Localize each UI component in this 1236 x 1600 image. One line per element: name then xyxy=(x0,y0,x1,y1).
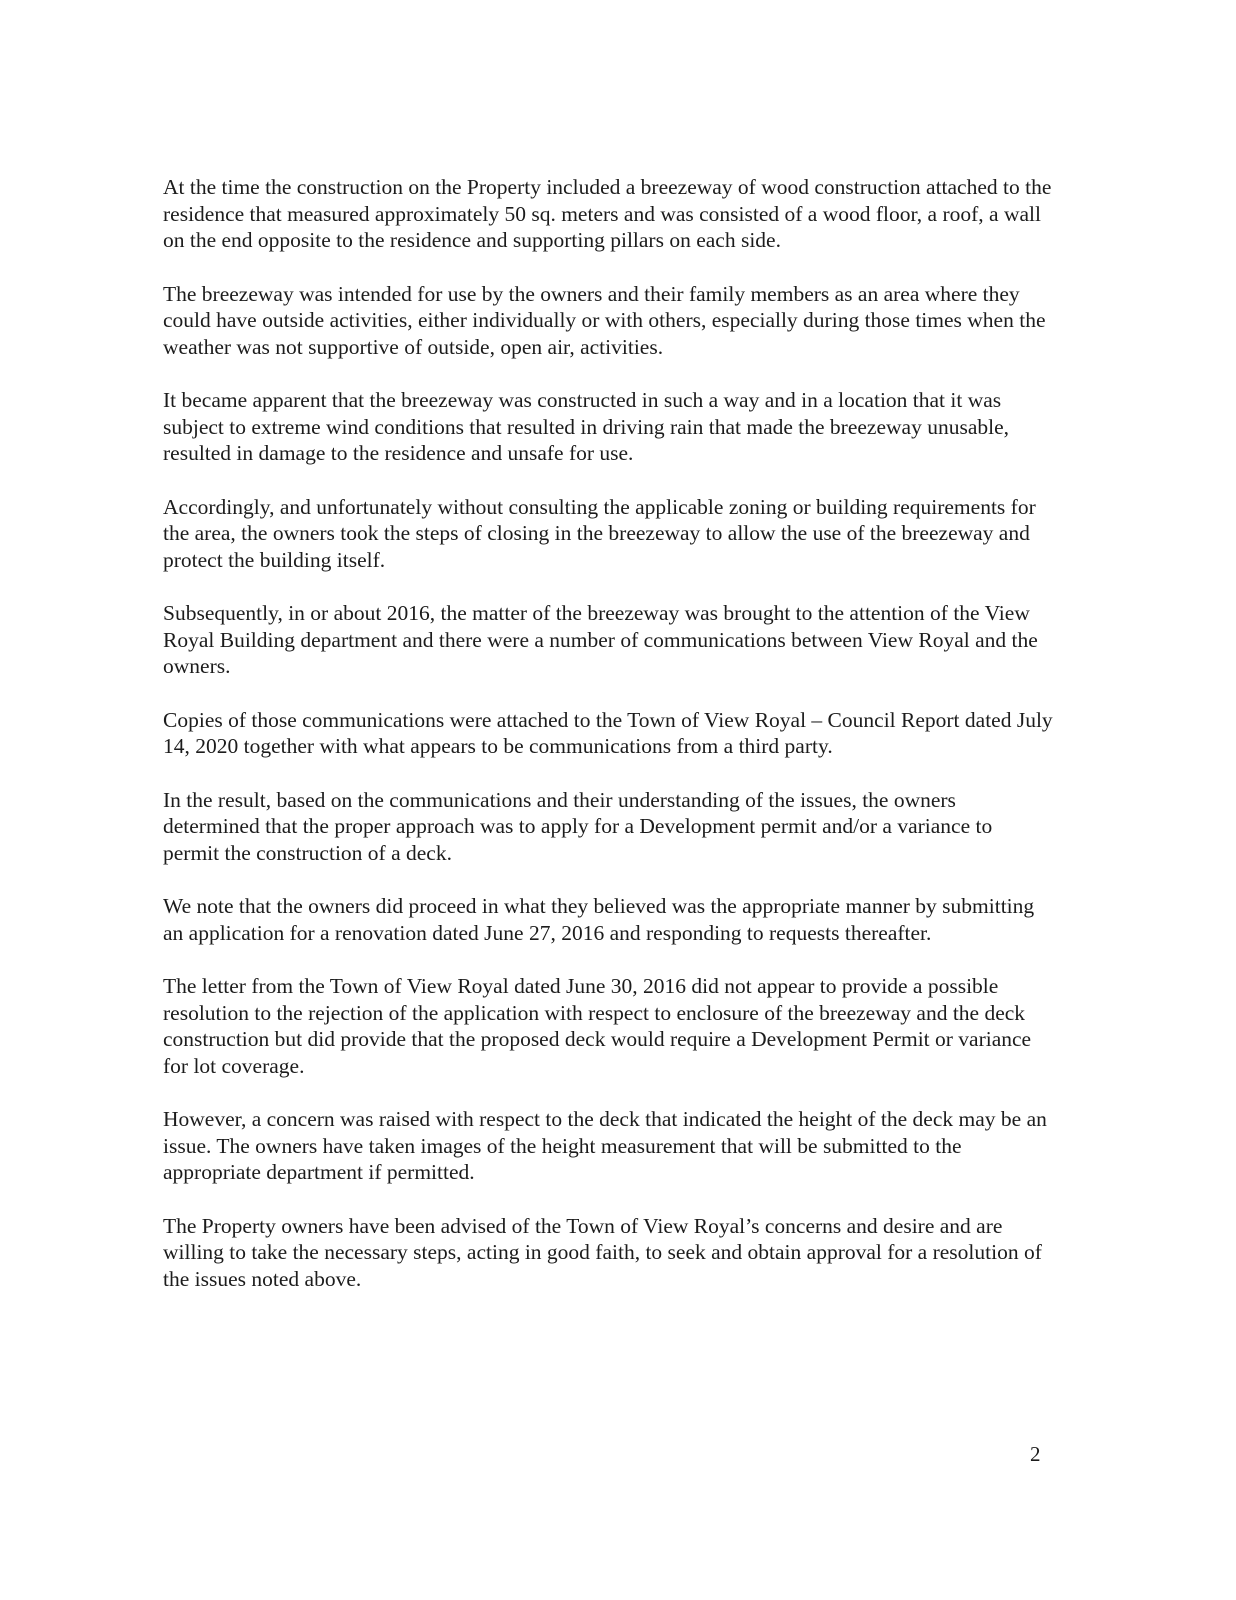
paragraph-communications: Subsequently, in or about 2016, the matter of the breezeway was brought to the attention of the View Royal Building department and there were a number of communications between View Royal and the owners. xyxy=(163,601,1038,678)
paragraph-breezeway-purpose: The breezeway was intended for use by the owners and their family members as an area where they could have outside activities, either individually or with others, especially during those times when the weather was not supportive of outside, open air, activities. xyxy=(163,281,1046,359)
paragraph-deck-height: However, a concern was raised with respect to the deck that indicated the height of the deck may be an issue. The owners have taken images of the height measurement that will be submitted to the appropriate department if permitted. xyxy=(163,1107,1047,1184)
paragraph-application: We note that the owners did proceed in what they believed was the appropriate manner by submitting an application for a renovation dated June 27, 2016 and responding to requests thereafter. xyxy=(163,894,1035,945)
paragraph-wind-conditions: It became apparent that the breezeway was constructed in such a way and in a location that it was subject to extreme wind conditions that resulted in driving rain that made the breezeway unusable, resulted in damage to the residence and unsafe for use. xyxy=(163,388,1010,465)
page-number: 2 xyxy=(1030,1442,1041,1466)
paragraph-town-letter: The letter from the Town of View Royal dated June 30, 2016 did not appear to provide a possible resolution to the rejection of the application with respect to enclosure of the breezeway and the deck construction but did provide that the proposed deck would require a Development Permit or variance for lot coverage. xyxy=(163,974,1032,1078)
paragraph-council-report: Copies of those communications were attached to the Town of View Royal – Council Report dated July 14, 2020 together with what appears to be communications from a third party. xyxy=(163,707,1053,758)
paragraph-development-permit: In the result, based on the communications and their understanding of the issues, the owners determined that the proper approach was to apply for a Development permit and/or a variance to permit the construction of a deck. xyxy=(163,787,993,865)
paragraph-closing-in: Accordingly, and unfortunately without consulting the applicable zoning or building requirements for the area, the owners took the steps of closing in the breezeway to allow the use of the breezeway and protect the building itself. xyxy=(163,494,1036,572)
paragraph-owners-willing: The Property owners have been advised of the Town of View Royal’s concerns and desire and are willing to take the necessary steps, acting in good faith, to seek and obtain approval for a resolution of the issues noted above. xyxy=(163,1213,1042,1291)
paragraph-breezeway-construction: At the time the construction on the Property included a breezeway of wood construction attached to the residence that measured approximately 50 sq. meters and was consisted of a wood floor, a roof, a wall on the end opposite to the residence and supporting pillars on each side. xyxy=(163,175,1052,252)
document-body xyxy=(163,174,1053,1319)
